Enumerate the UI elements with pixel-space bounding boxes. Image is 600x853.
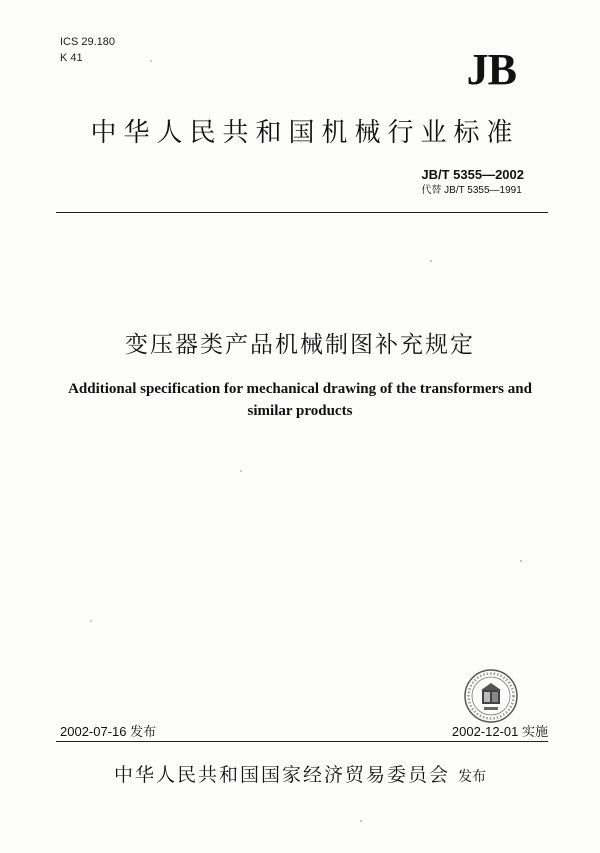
- english-title-line-2: similar products: [247, 403, 353, 419]
- standard-number-block: [421, 166, 524, 198]
- issuer-organization: 中华人民共和国国家经济贸易委员会: [113, 764, 450, 786]
- english-title: [60, 378, 540, 422]
- official-seal-icon: [463, 668, 519, 724]
- footer-divider: [56, 741, 548, 742]
- header-divider: [56, 212, 548, 213]
- scan-speck: [150, 60, 152, 62]
- chinese-title: 变压器类产品机械制图补充规定: [125, 332, 475, 358]
- issuing-authority: [0, 760, 600, 787]
- standard-category-title: 中华人民共和国机械行业标准: [90, 118, 520, 148]
- replaces-standard: 代替 JB/T 5355—1991: [421, 185, 522, 196]
- jb-logo: JB: [466, 45, 516, 94]
- english-title-line-1: Additional specification for mechanical drawing of the transformers and: [68, 381, 532, 397]
- issue-date: 2002-07-16 发布: [60, 724, 157, 739]
- standard-number: JB/T 5355—2002: [421, 167, 524, 182]
- scan-speck: [430, 260, 432, 262]
- scan-speck: [360, 820, 362, 822]
- ccs-code: K 41: [60, 52, 83, 64]
- classification-codes: [60, 34, 115, 66]
- scan-speck: [520, 560, 522, 562]
- implementation-date: 2002-12-01 实施: [451, 724, 548, 739]
- ics-code: ICS 29.180: [60, 36, 116, 48]
- scan-speck: [240, 470, 242, 472]
- issuer-verb: 发布: [458, 769, 486, 785]
- scan-speck: [90, 620, 92, 622]
